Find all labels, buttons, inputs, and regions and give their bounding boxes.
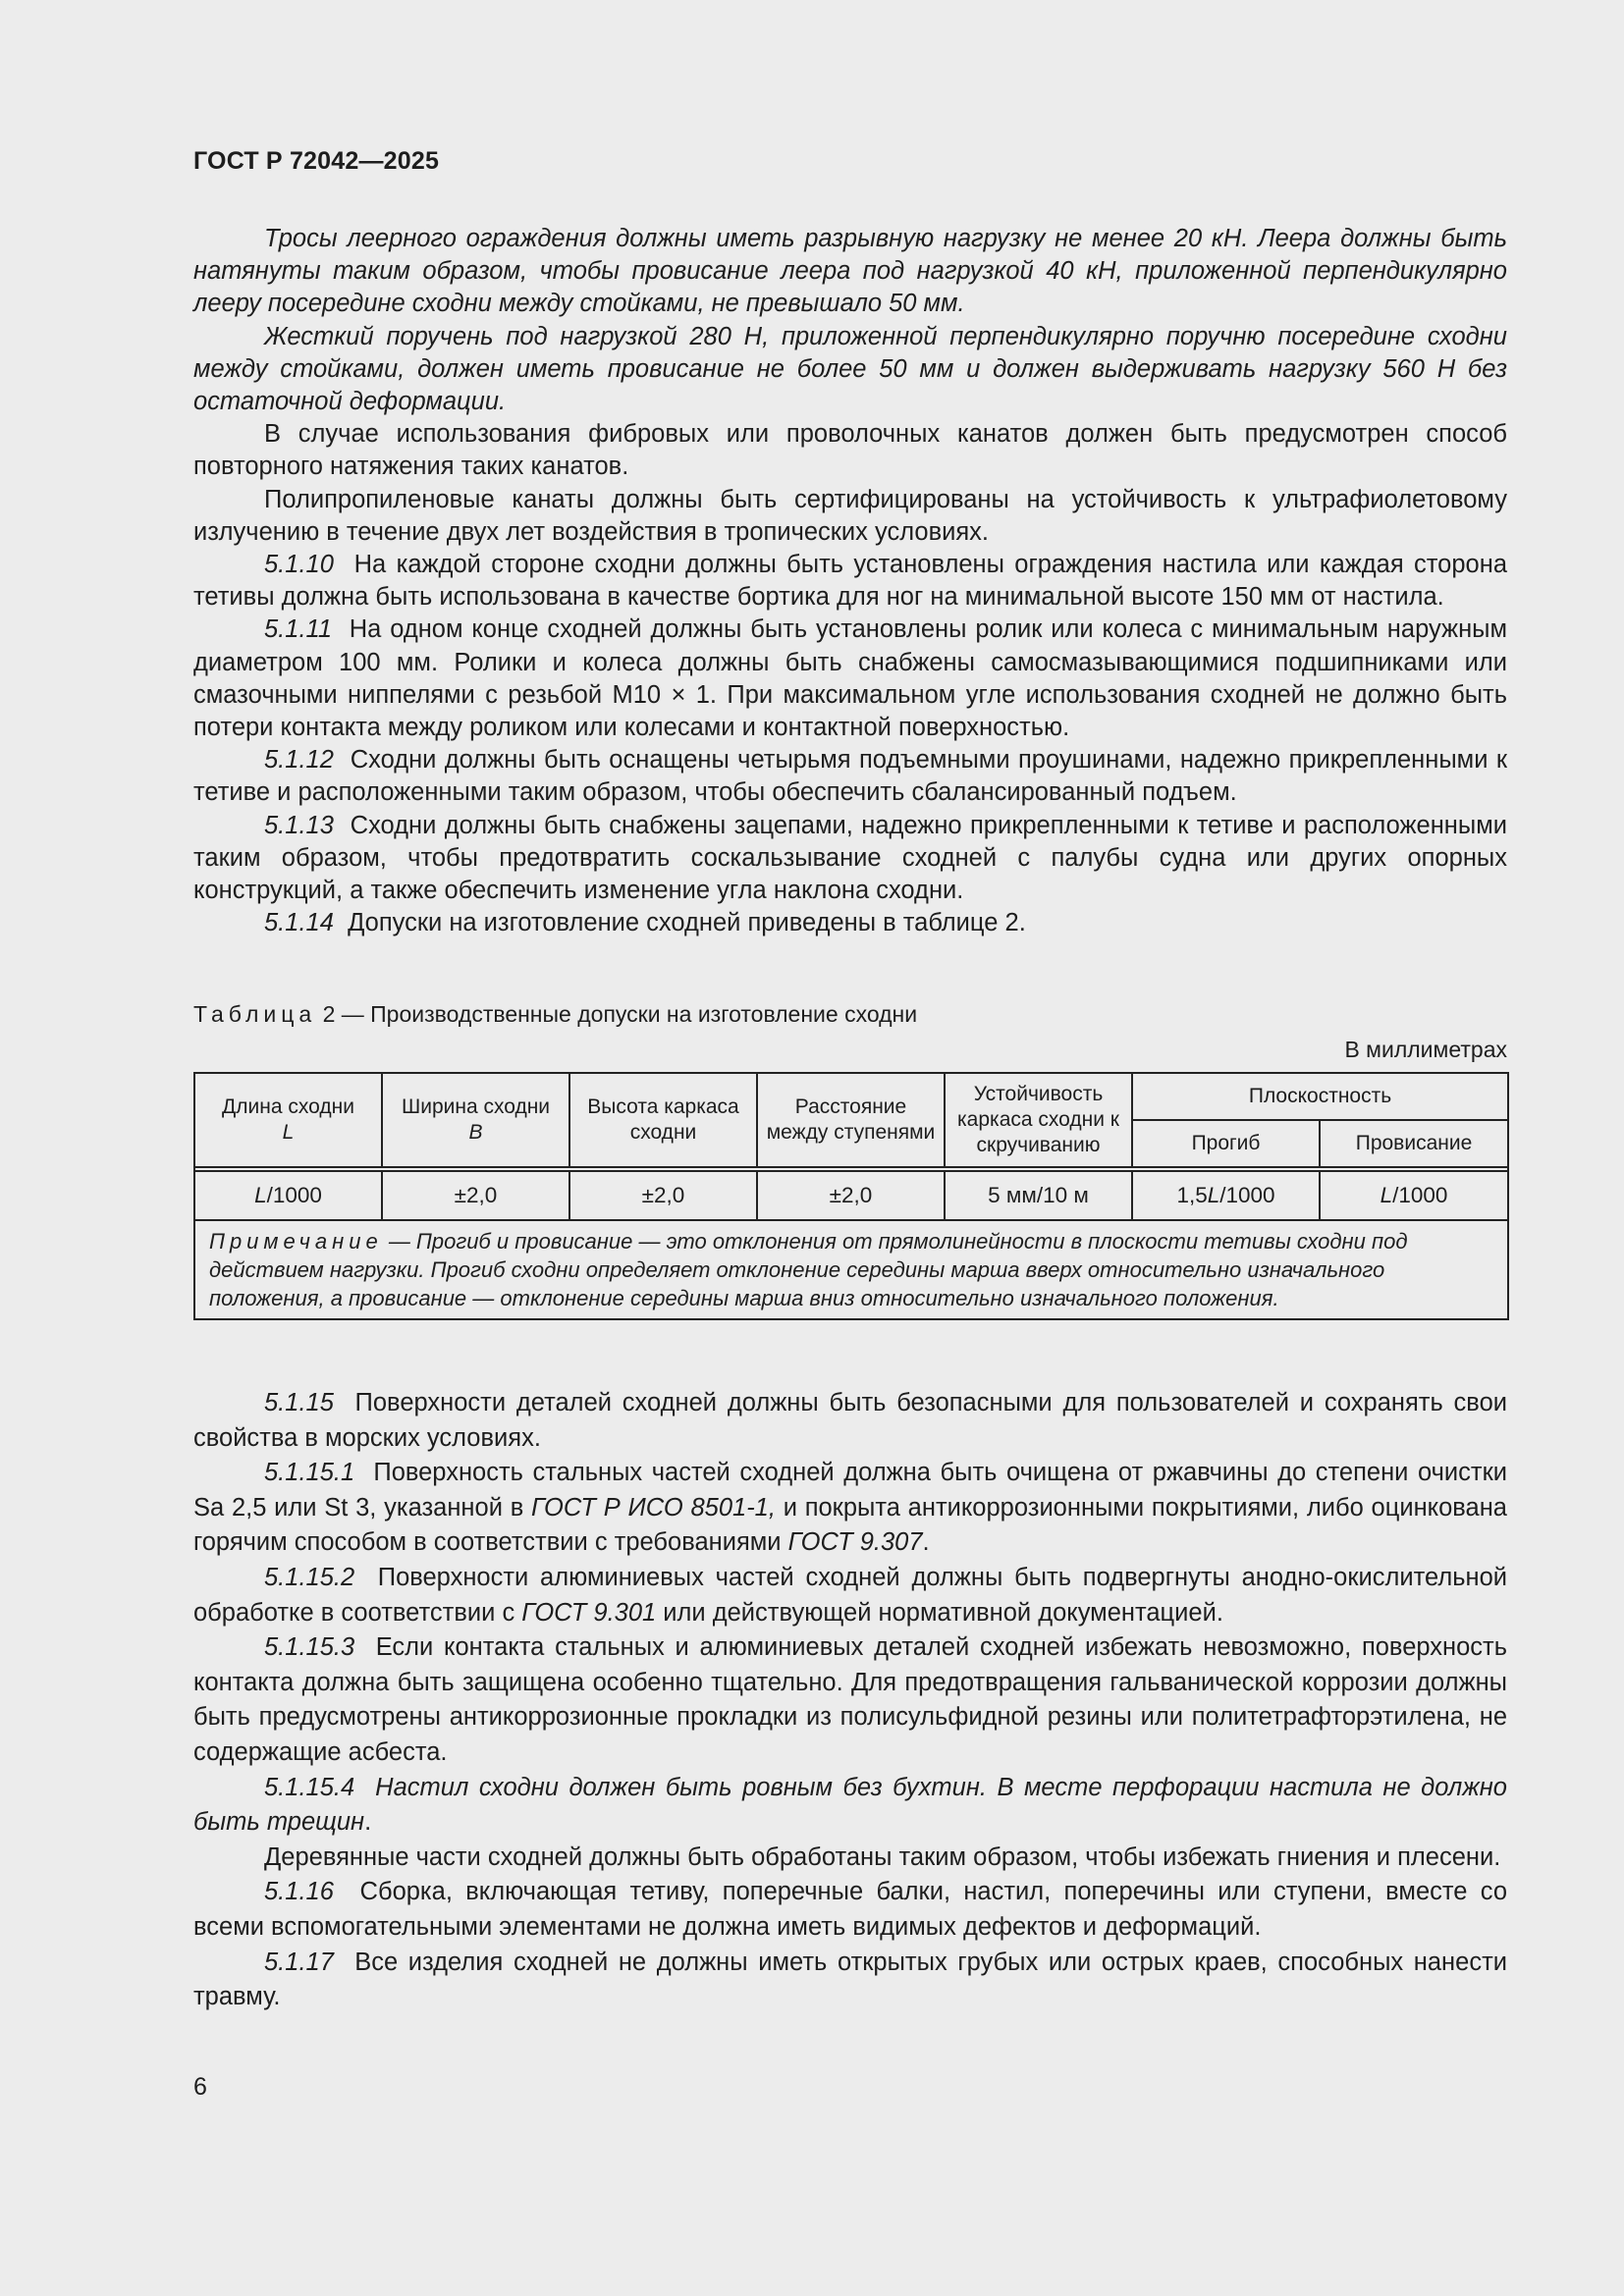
paragraph-polypropylene: Полипропиленовые канаты должны быть сертифицированы на устойчивость к ультрафиолетовому излучению в течение двух лет воздействия в тропических условиях. — [193, 485, 1507, 546]
header-length-symbol: L — [282, 1121, 295, 1144]
paragraph-fiber-ropes: В случае использования фибровых или проволочных канатов должен быть предусмотрен способ повторного натяжения таких канатов. — [193, 420, 1507, 481]
clause-5-1-15-4 — [193, 1771, 1507, 1841]
clause-5-1-17 — [193, 1946, 1507, 2015]
clause-number: 5.1.11 — [264, 615, 333, 644]
clause-number: 5.1.13 — [264, 811, 334, 839]
clause-number: 5.1.15 — [264, 1389, 334, 1416]
clause-text: На каждой стороне сходни должны быть установлены ограждения настила или каждая сторона тетивы должна быть использована в качестве бортика для ног на минимальной высоте 150 мм от настила. — [193, 551, 1507, 612]
clause-number: 5.1.15.3 — [264, 1633, 355, 1662]
document-page — [193, 0, 1507, 2296]
table-caption-label: Таблица — [193, 1001, 317, 1027]
clause-text: Поверхности деталей сходней должны быть безопасными для пользователей и сохранять свои свойства в морских условиях. — [193, 1389, 1507, 1452]
clause-5-1-15-2 — [193, 1561, 1507, 1630]
reference-gost-9-301: ГОСТ 9.301 — [521, 1598, 657, 1627]
page-number: 6 — [193, 2073, 207, 2101]
paragraph-wood-parts: Деревянные части сходней должны быть обработаны таким образом, чтобы избежать гниения и плесени. — [264, 1842, 1501, 1871]
clause-5-1-11 — [193, 614, 1507, 744]
paragraph-rope-load: Тросы леерного ограждения должны иметь разрывную нагрузку не менее 20 кН. Леера должны быть натянуты таким образом, чтобы провисание леера под нагрузкой 40 кН, приложенной перпендикулярно лееру посередине сходни между стойками, не превышало 50 мм. — [193, 225, 1507, 318]
header-flatness: Плоскостность — [1132, 1073, 1508, 1120]
clause-number: 5.1.15.1 — [264, 1459, 355, 1487]
clause-number: 5.1.12 — [264, 746, 334, 774]
document-header: ГОСТ Р 72042—2025 — [193, 147, 440, 175]
clause-number: 5.1.14 — [264, 909, 334, 937]
clause-5-1-13 — [193, 810, 1507, 908]
clause-text: Сборка, включающая тетиву, поперечные балки, настил, поперечины или ступени, вместе со всеми вспомогательными элементами не должна иметь видимых дефектов и деформаций. — [193, 1878, 1508, 1941]
header-width-symbol: B — [468, 1121, 483, 1144]
clause-5-1-10 — [193, 549, 1507, 614]
header-step-distance: Расстояние между ступенями — [757, 1073, 945, 1167]
cell-width: ±2,0 — [382, 1171, 569, 1220]
header-width — [382, 1073, 569, 1167]
clause-text: Сходни должны быть оснащены четырьмя подъемными проушинами, надежно прикрепленными к тетиве и расположенными таким образом, чтобы обеспечить сбалансированный подъем. — [193, 746, 1507, 807]
clause-5-1-14 — [193, 907, 1507, 939]
clause-text-cont: или действующей нормативной документацией. — [656, 1598, 1223, 1627]
subheader-deflection: Прогиб — [1132, 1120, 1320, 1167]
clause-text: Поверхность стальных частей сходней должна быть очищена от ржавчины до степени очистки Sa 2,5 или St 3, указанной в — [193, 1459, 1507, 1522]
clause-text: Сходни должны быть снабжены зацепами, надежно прикрепленными к тетиве и расположенными таким образом, чтобы предотвратить соскальзывание сходней с палубы судна или других опорных конструкций, а также обеспечить изменение угла наклона сходни. — [193, 811, 1507, 905]
table-note — [194, 1220, 1508, 1319]
clause-number: 5.1.15.4 — [264, 1773, 355, 1801]
cell-step-distance: ±2,0 — [757, 1171, 945, 1220]
subheader-sag: Провисание — [1320, 1120, 1508, 1167]
reference-gost-9-307: ГОСТ 9.307 — [787, 1528, 923, 1557]
paragraph-handrail: Жесткий поручень под нагрузкой 280 Н, приложенной перпендикулярно поручню посередине сходни между стойками, должен иметь провисание не более 50 мм и должен выдерживать нагрузку 560 Н без остаточной деформации. — [193, 322, 1507, 416]
tolerances-table — [193, 1072, 1509, 1320]
cell-deflection: 1,5L/1000 — [1132, 1171, 1320, 1220]
clause-text: На одном конце сходней должны быть установлены ролик или колеса с минимальным наружным диаметром 100 мм. Ролики и колеса должны быть снабжены самосмазывающимися подшипниками или смазочными ниппелями с резьбой М10 × 1. При максимальном угле использования сходней не должно быть потери контакта между роликом или колесами и контактной поверхностью. — [193, 615, 1508, 742]
clause-5-1-12 — [193, 744, 1507, 809]
table-caption-text: 2 — Производственные допуски на изготовление сходни — [316, 1001, 918, 1027]
clause-text: Поверхности алюминиевых частей сходней должны быть подвергнуты анодно-окислительной обработке в соответствии с — [193, 1563, 1507, 1627]
clause-number: 5.1.16 — [264, 1878, 334, 1906]
header-torsion-stability: Устойчивость каркаса сходни к скручиванию — [945, 1073, 1132, 1167]
clause-text-cont: и покрыта антикоррозионными покрытиями, либо оцинкована горячим способом в соответствии с требованиями — [193, 1493, 1507, 1557]
cell-sag: L/1000 — [1320, 1171, 1508, 1220]
table-caption — [193, 999, 1507, 1029]
table-units: В миллиметрах — [1344, 1037, 1507, 1062]
reference-gost-r-iso-8501-1: ГОСТ Р ИСО 8501-1, — [531, 1493, 776, 1522]
note-text: — Прогиб и провисание — это отклонения от прямолинейности в плоскости тетивы сходни под действием нагрузки. Прогиб сходни определяет отклонение середины марша вверх относительно изначального положения, а провисание — отклонение середины марша вниз относительно изначального положения. — [209, 1229, 1408, 1310]
cell-height: ±2,0 — [569, 1171, 757, 1220]
clause-number: 5.1.15.2 — [264, 1563, 355, 1591]
clause-5-1-15 — [193, 1386, 1507, 1456]
clause-5-1-15-3 — [193, 1630, 1507, 1770]
header-height: Высота каркаса сходни — [569, 1073, 757, 1167]
clause-text-end: . — [922, 1528, 930, 1557]
clause-text: Все изделия сходней не должны иметь открытых грубых или острых краев, способных нанести травму. — [193, 1948, 1507, 2011]
cell-torsion: 5 мм/10 м — [945, 1171, 1132, 1220]
clause-text: Настил сходни должен быть ровным без бухтин. В месте перфорации настила не должно быть трещин — [193, 1773, 1507, 1837]
clause-5-1-15-1 — [193, 1456, 1507, 1561]
clause-text: Допуски на изготовление сходней приведены в таблице 2. — [348, 909, 1026, 937]
header-width-label: Ширина сходни — [401, 1095, 551, 1118]
table-note-row — [194, 1220, 1508, 1319]
clause-text-end: . — [364, 1808, 372, 1837]
table-header-row — [194, 1073, 1508, 1120]
clause-number: 5.1.10 — [264, 551, 334, 579]
header-length-label: Длина сходни — [222, 1095, 354, 1118]
clause-number: 5.1.17 — [264, 1948, 334, 1976]
table-row — [194, 1171, 1508, 1220]
body-text-bottom — [193, 1386, 1507, 2015]
table-2-block — [193, 999, 1507, 1320]
cell-length: L/1000 — [194, 1171, 382, 1220]
note-label: Примечание — [209, 1229, 383, 1254]
header-length — [194, 1073, 382, 1167]
clause-5-1-16 — [193, 1875, 1507, 1945]
body-text-top — [193, 223, 1507, 939]
clause-text: Если контакта стальных и алюминиевых деталей сходней избежать невозможно, поверхность контакта должна быть защищена особенно тщательно. Для предотвращения гальванической коррозии должны быть предусмотрены антикоррозионные прокладки из полисульфидной резины или политетрафторэтилена, не содержащие асбеста. — [193, 1633, 1507, 1766]
